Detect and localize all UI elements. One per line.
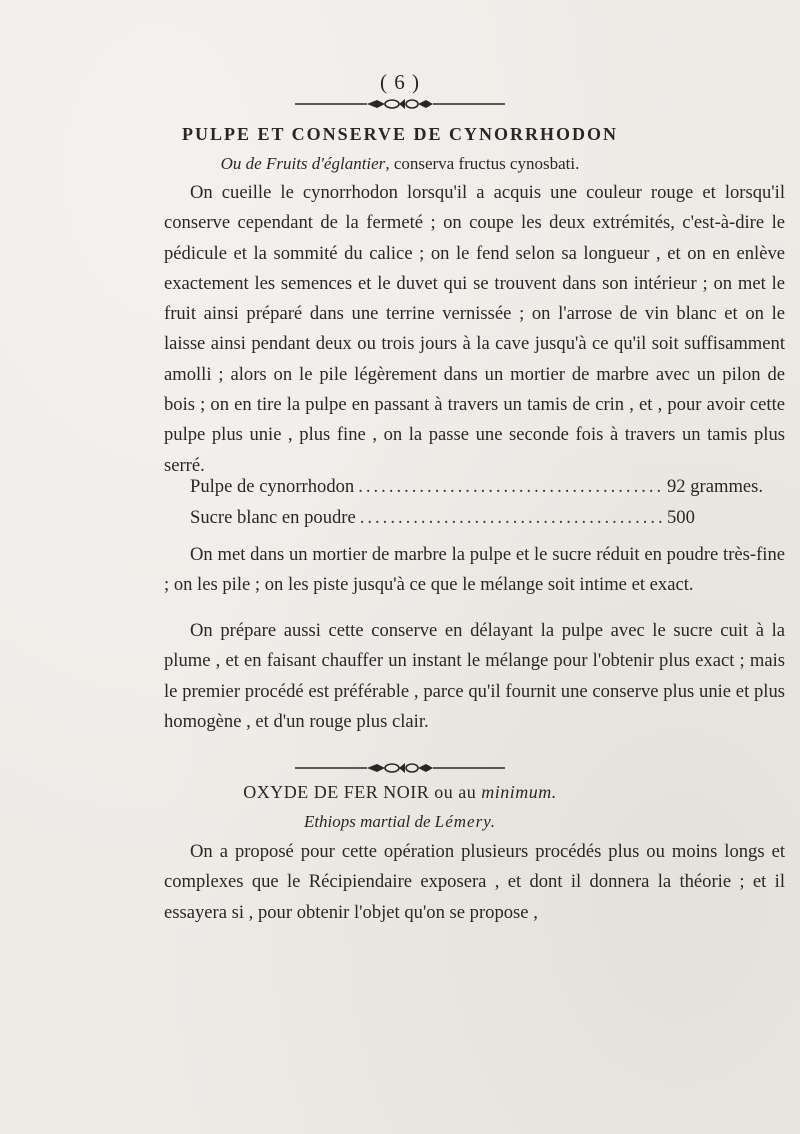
page-number: ( 6 ) (380, 70, 420, 94)
section-subtitle-conserve (0, 154, 800, 174)
title-caps-part: OXYDE DE FER NOIR (243, 782, 430, 802)
subtitle-latin-part: , conserva fructus cynosbati. (385, 154, 580, 173)
ornament-icon (295, 760, 505, 776)
subtitle-italic-part: Ethiops martial de (303, 812, 431, 831)
paragraph-alternative: On prépare aussi cette conserve en délayant la pulpe avec le sucre cuit à la plume , et en faisant chauffer un instant le mélange pour l'obtenir plus exact ; mais le premier procédé est préférable , parce qu'il fournit une conserve plus unie et plus homogène , et d'un rouge plus clair. (164, 620, 785, 732)
ingredient-amount: 92 grammes. (667, 476, 764, 497)
subtitle-italic-part: Ou de Fruits d'églantier (220, 154, 386, 173)
ornament-icon (295, 96, 505, 112)
title-ou-part: ou au (434, 782, 477, 802)
ingredient-name: Pulpe de cynorrhodon (190, 476, 355, 497)
title-italic-part: minimum. (481, 782, 557, 802)
ornament-divider-middle (0, 760, 800, 776)
paragraph-oxyde: On a proposé pour cette opération plusieurs procédés plus ou moins longs et complexes que le Récipiendaire exposera , et dont il donnera la théorie ; et il essayera si , pour obtenir l'objet qu'on se propose , (164, 841, 785, 923)
subtitle-author: Lémery. (434, 812, 497, 831)
ingredient-name: Sucre blanc en poudre (190, 507, 356, 528)
leader-dots (358, 476, 663, 498)
section-title-oxyde (0, 782, 800, 803)
paragraph-mixing: On met dans un mortier de marbre la pulpe et le sucre réduit en poudre très-fine ; on les pile ; on les piste jusqu'à ce que le mélange soit intime et exact. (164, 544, 785, 596)
section-subtitle-oxyde (0, 812, 800, 832)
ingredient-amount: 500 (667, 507, 695, 528)
section-title-conserve: PULPE ET CONSERVE DE CYNORRHODON (181, 124, 619, 144)
paragraph-preparation: On cueille le cynorrhodon lorsqu'il a acquis une couleur rouge et lorsqu'il conserve cependant de la fermeté ; on coupe les deux extrémités, c'est-à-dire le pédicule et la sommité du calice ; on le fend selon sa longueur , et on en enlève exactement les semences et le duvet qui se trouvent dans son intérieur ; on met le fruit ainsi préparé dans une terrine vernissée ; on l'arrose de vin blanc et on le laisse ainsi pendant deux ou trois jours à la cave jusqu'à ce qu'il soit suffisamment amolli ; alors on le pile légèrement dans un mortier de marbre avec un pilon de bois ; on en tire la pulpe en passant à travers un tamis de crin , et , pour avoir cette pulpe plus unie , plus fine , on la passe une seconde fois à travers un tamis plus serré. (164, 182, 785, 476)
recipe-line-sucre (190, 507, 785, 529)
recipe-line-pulpe (190, 476, 785, 498)
leader-dots (360, 507, 663, 529)
ornament-divider-top (0, 96, 800, 112)
